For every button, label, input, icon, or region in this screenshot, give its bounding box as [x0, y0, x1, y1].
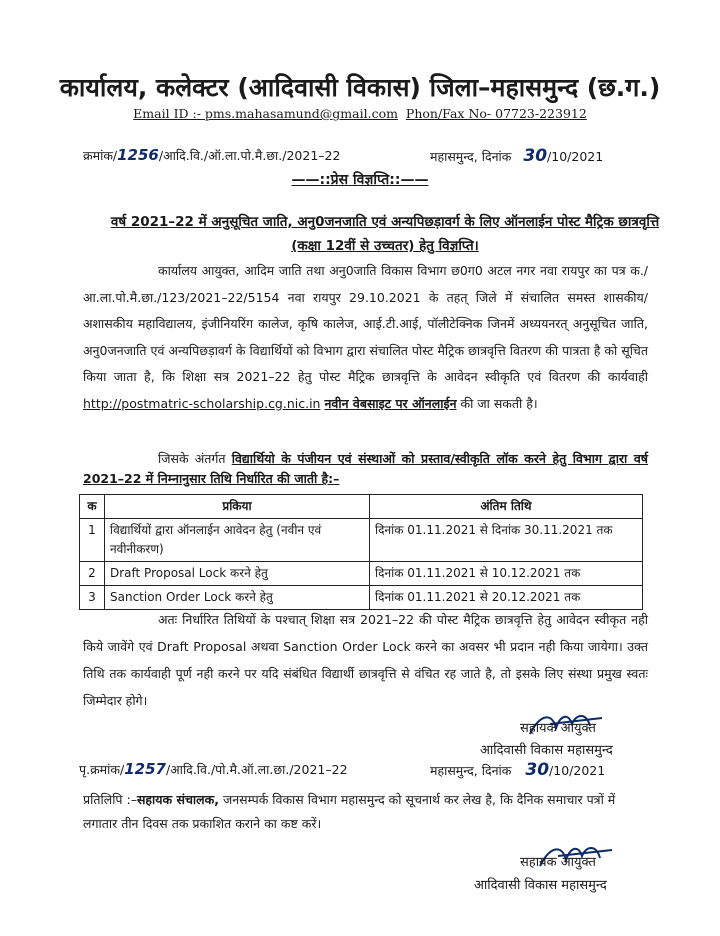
table-row: 3 Sanction Order Lock करने हेतु दिनांक 01.11.2021 से 20.12.2021 तक [80, 586, 643, 610]
body-paragraph-1: कार्यालय आयुक्त, आदिम जाति तथा अनु0जाति विकास विभाग छ0ग0 अटल नगर नवा रायपुर का पत्र क./आ.ला.पो.मै.छा./123/2021–22/5154 नवा रायपुर 29.10.2021 के तहत् जिले में संचालित समस्त शासकीय/अशासकीय महाविद्यालय, इंजीनियरिंग कालेज, कृषि कालेज, आई.टी.आई, पॉलीटेक्निक जिनमें अध्ययनरत् अनुसूचित जाति, अनु0जनजाति एवं अन्यपिछड़ावर्ग के विद्यार्थियों को विभाग द्वारा संचालित पोस्ट मैट्रिक छात्रवृत्ति वितरण की पात्रता है को सूचित किया जाता है, कि शिक्षा सत्र 2021–22 हेतु पोस्ट मैट्रिक छात्रवृत्ति के आवेदन स्वीकृति एवं वितरण की कार्यवाही http://postmatric-scholarship.cg.nic.in नवीन वेबसाइट पर ऑनलाईन की जा सकती है। [83, 263, 648, 411]
schedule-table [79, 494, 643, 610]
subject-line: वर्ष 2021–22 में अनुसूचित जाति, अनु0जनजाति एवं अन्यपिछड़ावर्ग के लिए ऑनलाईन पोस्ट मैट्रिक छात्रवृत्ति (कक्षा 12वीं से उच्चतर) हेतु विज्ञप्ति। [110, 214, 660, 254]
col-process-header: प्रकिया [105, 495, 370, 519]
table-row: 2 Draft Proposal Lock करने हेतु दिनांक 01.11.2021 से 10.12.2021 तक [80, 562, 643, 586]
signatory-designation: सहायक आयुक्त [520, 721, 596, 736]
phone-fax-text: Phon/Fax No- 07723-223912 [405, 106, 587, 121]
col-date-header: अंतिम तिथि [370, 495, 643, 519]
signatory-office: आदिवासी विकास महासमुन्द [474, 878, 607, 893]
handwritten-day: 30 [523, 146, 548, 166]
handwritten-number: 1256 [117, 146, 159, 164]
handwritten-number: 1257 [124, 760, 166, 778]
table-row: 1 विद्यार्थियों द्वारा ऑनलाईन आवेदन हेतु (नवीन एवं नवीनीकरण) दिनांक 01.11.2021 से दिनांक 30.11.2021 तक [80, 519, 643, 562]
endorsement-date: महासमुन्द, दिनांक 30/10/2021 [430, 760, 606, 780]
new-website-text: नवीन वेबसाइट पर ऑनलाईन [324, 395, 457, 411]
contact-line [0, 106, 720, 121]
table-header-row [80, 495, 643, 519]
body-paragraph-2: जिसके अंतर्गत विद्यार्थियो के पंजीयन एवं संस्थाओं को प्रस्ताव/स्वीकृति लॉक करने हेतु विभाग द्वारा वर्ष 2021–22 में निम्नानुसार तिथि निर्धारित की जाती है:– [83, 451, 648, 486]
signatory-designation: सहायक आयुक्त [520, 855, 596, 870]
handwritten-day: 30 [525, 760, 550, 780]
email-text: Email ID :- pms.mahasamund@gmail.com [133, 106, 398, 121]
reference-date: महासमुन्द, दिनांक 30/10/2021 [430, 146, 604, 166]
signatory-office: आदिवासी विकास महासमुन्द [480, 743, 613, 758]
scholarship-link[interactable]: http://postmatric-scholarship.cg.nic.in [83, 395, 321, 411]
col-serial-header: क [80, 495, 105, 519]
office-heading: कार्यालय, कलेक्टर (आदिवासी विकास) जिला–महासमुन्द (छ.ग.) [59, 73, 661, 102]
endorsement-number: पृ.क्रमांक/1257/आदि.वि./पो.मै.ऑ.ला.छा./2021–22 [79, 760, 348, 778]
press-release-heading: ——::प्रेस विज्ञप्ति::—— [291, 172, 429, 188]
copy-recipient: सहायक संचालक, [136, 792, 219, 807]
reference-number: क्रमांक/1256/आदि.वि./ऑ.ला.पो.मै.छा./2021–22 [83, 146, 341, 164]
body-paragraph-3: अतः निर्धारित तिथियों के पश्चात् शिक्षा सत्र 2021–22 की पोस्ट मैट्रिक छात्रवृत्ति हेतु आवेदन स्वीकृत नही किये जावेंगे एवं Draft Proposal अथवा Sanction Order Lock करने का अवसर भी प्रदान नही किया जायेगा। उक्त तिथि तक कार्यवाही पूर्ण नही करने पर यदि संबंधित विद्यार्थी छात्रवृत्ति से वंचित रह जाते है, तो इसके लिए संस्था प्रमुख स्वतः जिम्मेदार होगे। [83, 612, 648, 708]
copy-to-paragraph: प्रतिलिपि :–सहायक संचालक, जनसम्पर्क विकास विभाग महासमुन्द को सूचनार्थ कर लेख है, कि दैनिक समाचार पत्रों में लगातार तीन दिवस तक प्रकाशित कराने का कष्ट करें। [83, 792, 616, 831]
